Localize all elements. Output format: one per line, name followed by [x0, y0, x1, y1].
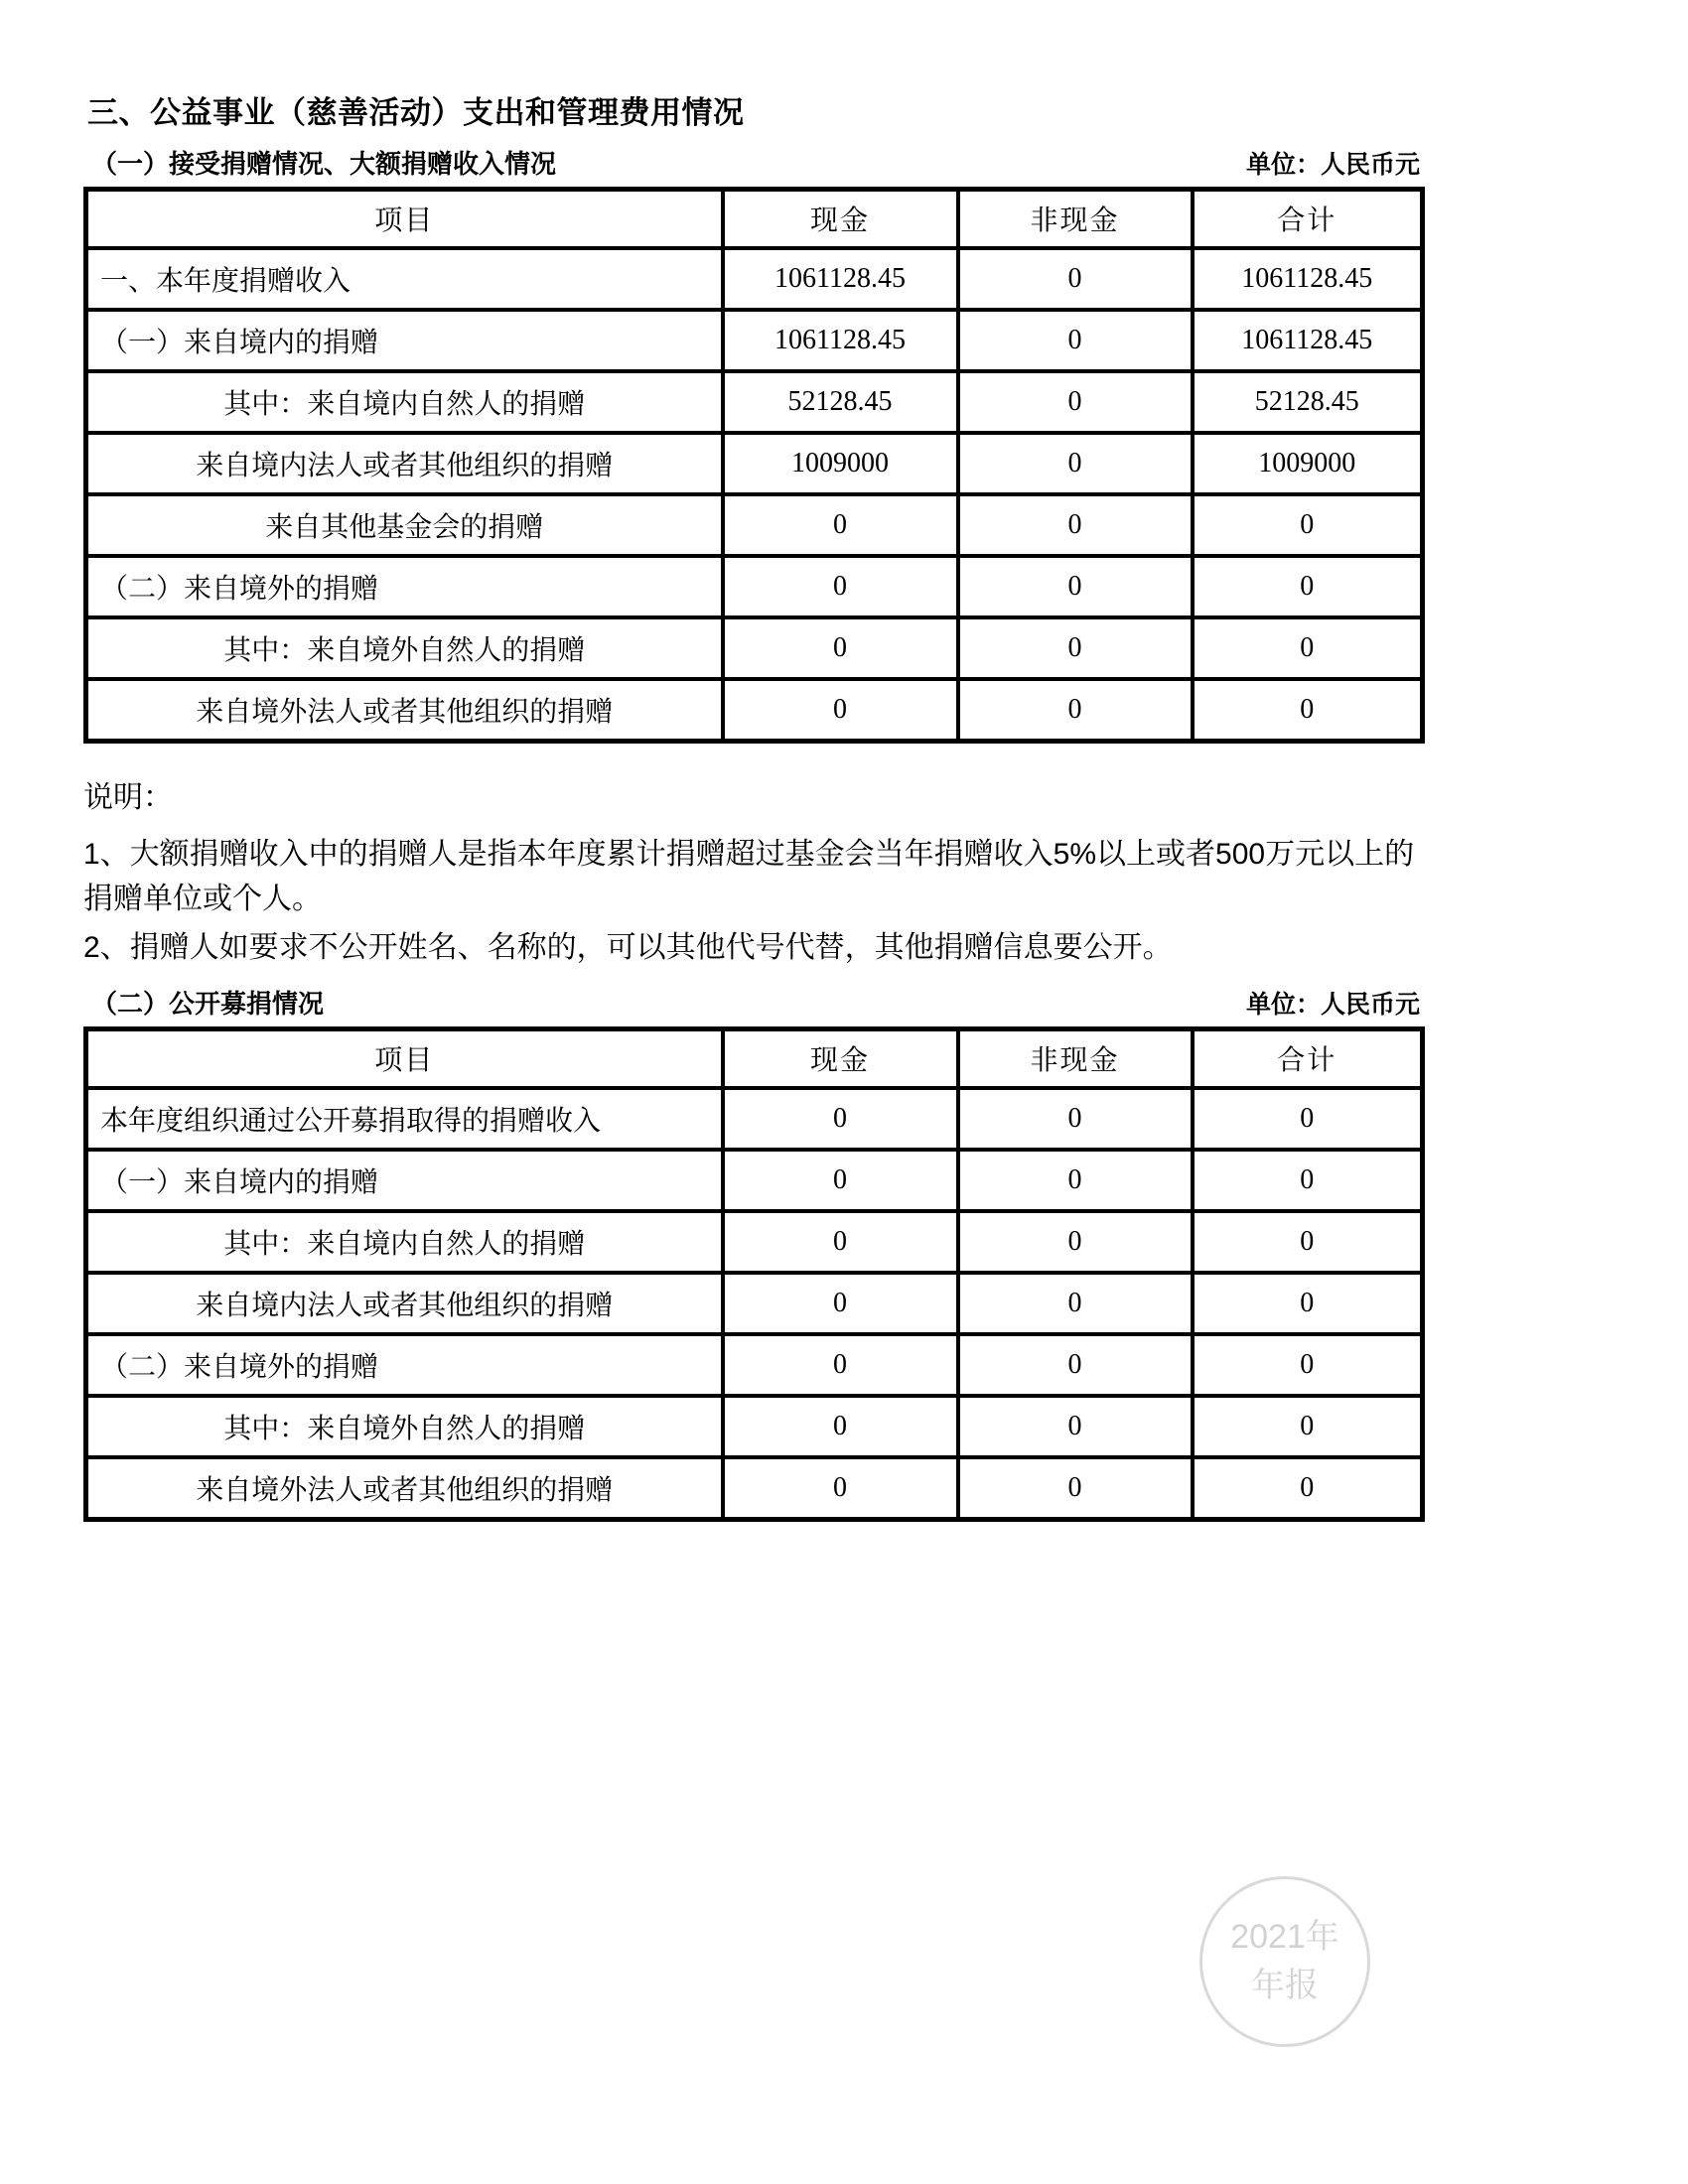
note-item-1: 1、大额捐赠收入中的捐赠人是指本年度累计捐赠超过基金会当年捐赠收入5%以上或者500万元以上的捐赠单位或个人。 — [83, 837, 1415, 915]
total-cell: 0 — [1193, 617, 1423, 679]
noncash-cell: 0 — [958, 433, 1193, 494]
table1-unit-label: 单位：人民币元 — [1245, 150, 1420, 179]
notes-label: 说明： — [83, 780, 173, 814]
noncash-cell: 0 — [958, 371, 1193, 433]
column-header: 非现金 — [958, 1028, 1193, 1088]
table2-unit-label: 单位：人民币元 — [1245, 990, 1420, 1019]
item-cell: 一、本年度捐赠收入 — [86, 248, 723, 310]
cash-cell: 0 — [723, 617, 958, 679]
item-cell: （二）来自境外的捐赠 — [86, 556, 723, 617]
item-cell: （二）来自境外的捐赠 — [86, 1334, 723, 1396]
noncash-cell: 0 — [958, 1457, 1193, 1520]
table-row — [86, 1396, 1423, 1457]
table-header-row — [86, 189, 1423, 248]
noncash-cell: 0 — [958, 1088, 1193, 1150]
total-cell: 0 — [1193, 556, 1423, 617]
table-row — [86, 1088, 1423, 1150]
cash-cell: 0 — [723, 679, 958, 742]
cash-cell: 0 — [723, 1150, 958, 1211]
table-row — [86, 310, 1423, 371]
table2-heading-row — [83, 984, 1420, 1021]
noncash-cell: 0 — [958, 310, 1193, 371]
total-cell: 0 — [1193, 1211, 1423, 1273]
noncash-cell: 0 — [958, 556, 1193, 617]
total-cell: 0 — [1193, 1334, 1423, 1396]
column-header: 项目 — [86, 1028, 723, 1088]
item-cell: （一）来自境内的捐赠 — [86, 310, 723, 371]
table-row — [86, 1211, 1423, 1273]
cash-cell: 0 — [723, 1396, 958, 1457]
column-header: 现金 — [723, 189, 958, 248]
noncash-cell: 0 — [958, 679, 1193, 742]
total-cell: 0 — [1193, 1396, 1423, 1457]
total-cell: 0 — [1193, 1088, 1423, 1150]
cash-cell: 0 — [723, 1273, 958, 1334]
notes-section — [83, 775, 1436, 970]
noncash-cell: 0 — [958, 494, 1193, 556]
cash-cell: 0 — [723, 494, 958, 556]
table-row — [86, 248, 1423, 310]
table1-heading: （一）接受捐赠情况、大额捐赠收入情况 — [91, 148, 557, 179]
cash-cell: 1061128.45 — [723, 310, 958, 371]
watermark-label: 年报 — [1251, 1967, 1319, 2004]
cash-cell: 0 — [723, 1334, 958, 1396]
table2-heading: （二）公开募捐情况 — [91, 988, 325, 1019]
item-cell: 来自境内法人或者其他组织的捐赠 — [86, 1273, 723, 1334]
item-cell: 本年度组织通过公开募捐取得的捐赠收入 — [86, 1088, 723, 1150]
table-row — [86, 679, 1423, 742]
total-cell: 0 — [1193, 1150, 1423, 1211]
noncash-cell: 0 — [958, 1150, 1193, 1211]
note-item-2: 2、捐赠人如要求不公开姓名、名称的，可以其他代号代替，其他捐赠信息要公开。 — [83, 930, 1173, 964]
noncash-cell: 0 — [958, 1211, 1193, 1273]
item-cell: 其中：来自境外自然人的捐赠 — [86, 1396, 723, 1457]
noncash-cell: 0 — [958, 1334, 1193, 1396]
total-cell: 0 — [1193, 1273, 1423, 1334]
cash-cell: 1061128.45 — [723, 248, 958, 310]
total-cell: 52128.45 — [1193, 371, 1423, 433]
watermark-year: 2021年 — [1230, 1917, 1339, 1956]
item-cell: 其中：来自境内自然人的捐赠 — [86, 1211, 723, 1273]
table-header-row — [86, 1028, 1423, 1088]
noncash-cell: 0 — [958, 1396, 1193, 1457]
total-cell: 1061128.45 — [1193, 248, 1423, 310]
table1-heading-row — [83, 144, 1420, 181]
annual-report-watermark — [1199, 1876, 1370, 2047]
total-cell: 1009000 — [1193, 433, 1423, 494]
cash-cell: 1009000 — [723, 433, 958, 494]
noncash-cell: 0 — [958, 1273, 1193, 1334]
item-cell: 来自其他基金会的捐赠 — [86, 494, 723, 556]
column-header: 现金 — [723, 1028, 958, 1088]
column-header: 非现金 — [958, 189, 1193, 248]
cash-cell: 0 — [723, 1457, 958, 1520]
item-cell: 其中：来自境内自然人的捐赠 — [86, 371, 723, 433]
cash-cell: 0 — [723, 1088, 958, 1150]
total-cell: 1061128.45 — [1193, 310, 1423, 371]
report-page — [83, 0, 1436, 1522]
cash-cell: 0 — [723, 1211, 958, 1273]
item-cell: 来自境外法人或者其他组织的捐赠 — [86, 679, 723, 742]
table-row — [86, 433, 1423, 494]
public-fundraising-table — [83, 1026, 1425, 1522]
column-header: 合计 — [1193, 1028, 1423, 1088]
donation-received-table — [83, 187, 1425, 744]
table-row — [86, 556, 1423, 617]
table-row — [86, 1273, 1423, 1334]
noncash-cell: 0 — [958, 248, 1193, 310]
total-cell: 0 — [1193, 1457, 1423, 1520]
item-cell: （一）来自境内的捐赠 — [86, 1150, 723, 1211]
table-row — [86, 1334, 1423, 1396]
table-row — [86, 617, 1423, 679]
table-row — [86, 494, 1423, 556]
item-cell: 来自境外法人或者其他组织的捐赠 — [86, 1457, 723, 1520]
section-title: 三、公益事业（慈善活动）支出和管理费用情况 — [87, 95, 745, 130]
item-cell: 来自境内法人或者其他组织的捐赠 — [86, 433, 723, 494]
cash-cell: 52128.45 — [723, 371, 958, 433]
total-cell: 0 — [1193, 494, 1423, 556]
column-header: 合计 — [1193, 189, 1423, 248]
total-cell: 0 — [1193, 679, 1423, 742]
table-row — [86, 1150, 1423, 1211]
noncash-cell: 0 — [958, 617, 1193, 679]
cash-cell: 0 — [723, 556, 958, 617]
table-row — [86, 371, 1423, 433]
item-cell: 其中：来自境外自然人的捐赠 — [86, 617, 723, 679]
column-header: 项目 — [86, 189, 723, 248]
table-row — [86, 1457, 1423, 1520]
